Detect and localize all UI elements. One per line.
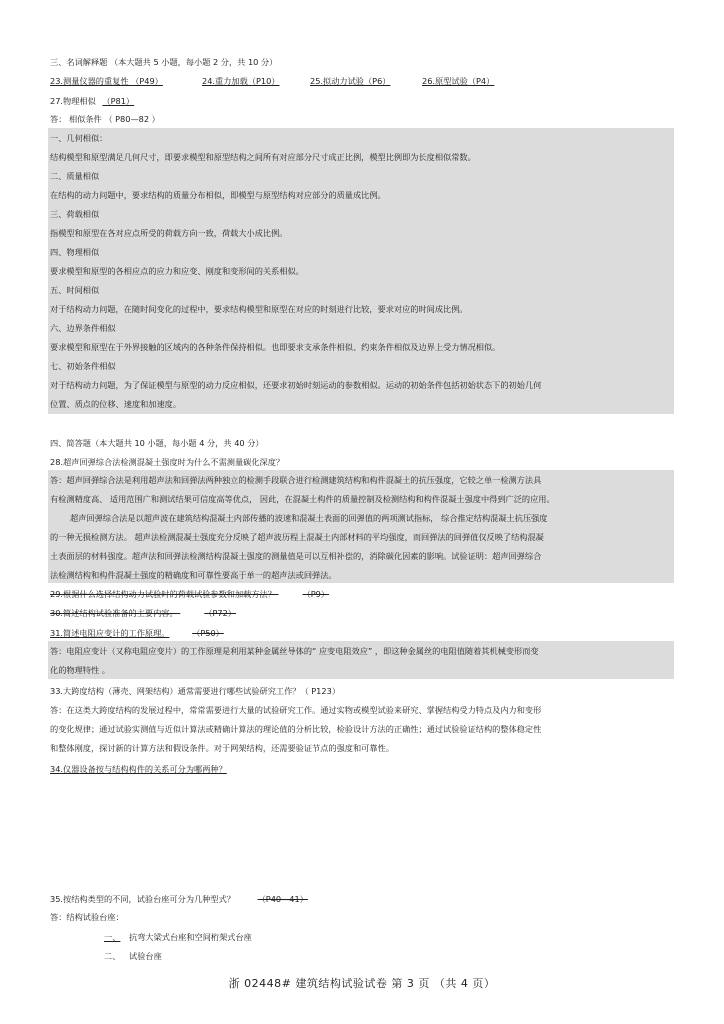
- question-33: 33.大跨度结构（薄壳、网架结构）通常需要进行哪些试验研究工作？（ P123）: [50, 686, 341, 696]
- answer-28-line-3: 超声回弹综合法是以超声波在建筑结构混凝土内部传播的波速和混凝土表面的回弹值的两项测试指标， 综合推定结构混凝土抗压强度: [70, 513, 548, 523]
- answer-27-lead: 答： 相似条件 （ P80—82 ）: [50, 114, 160, 124]
- answer-35-item-2-text: 试验台座: [129, 951, 162, 961]
- answer-33-line-3: 和整体刚度，探讨新的计算方法和假设条件。对于网架结构，还需要验证节点的强度和可靠性。: [50, 743, 394, 753]
- point-1-title: 一、几何相似：: [50, 133, 108, 143]
- point-6-text: 要求模型和原型在于外界接触的区域内的各种条件保持相似。也即要求支承条件相似、约束条件相似及边界上受力情况相似。: [50, 342, 501, 352]
- answer-35-item-1: [104, 931, 252, 943]
- question-29-ref: （P9）: [302, 589, 330, 599]
- point-7-title: 七、初始条件相似: [50, 361, 116, 371]
- question-31-ref: （P50）: [192, 628, 224, 638]
- point-4-text: 要求模型和原型的各相应点的应力和应变、刚度和变形间的关系相似。: [50, 266, 304, 276]
- point-4-title: 四、物理相似: [50, 247, 100, 257]
- answer-28-line-1: 答：超声回弹综合法是利用超声法和回弹法两种独立的检测手段联合进行检测建筑结构和构件混凝土的抗压强度，它较之单一检测方法具: [50, 475, 542, 485]
- answer-28-line-6: 法检测结构和构件混凝土强度的精确度和可靠性要高于单一的超声法或回弹法。: [50, 570, 337, 580]
- point-6-title: 六、边界条件相似: [50, 323, 116, 333]
- answer-35-item-1-num: 一、: [104, 932, 121, 942]
- point-1-text: 结构模型和原型满足几何尺寸，即要求模型和原型结构之间所有对应部分尺寸成正比例，模型比例即为长度相似常数。: [50, 152, 476, 162]
- point-2-text: 在结构的动力问题中，要求结构的质量分布相似，即模型与原型结构对应部分的质量成比例。: [50, 190, 386, 200]
- page-footer: 浙 02448# 建筑结构试验试卷 第 3 页 （共 4 页）: [228, 977, 496, 990]
- question-30-text: 30.简述结构试验准备的主要内容。: [50, 608, 178, 618]
- question-31: [50, 627, 224, 639]
- section4-heading: 四、简答题（本大题共 10 小题，每小题 4 分，共 40 分）: [50, 438, 264, 448]
- answer-35-item-2-num: 二、: [104, 951, 121, 961]
- answer-28-line-4: 的一种无损检测方法。 超声法检测混凝土强度充分反映了超声波历程上混凝土内部材料的平均强度，而回弹法的回弹值仅反映了结构混凝: [50, 532, 544, 542]
- answer-31-line-2: 化的物理特性 。: [50, 665, 110, 675]
- question-35: [50, 893, 308, 905]
- question-24: 24.重力加载（P10）: [202, 76, 280, 86]
- question-29-text: 29.根据什么选择结构动力试验时的荷载试验参数和加载方法？: [50, 589, 276, 599]
- question-31-text: 31.简述电阻应变计的工作原理。: [50, 628, 170, 638]
- point-5-text: 对于结构动力问题，在随时间变化的过程中，要求结构模型和原型在对应的时刻进行比较，要求对应的时间成比例。: [50, 304, 468, 314]
- section3-heading: 三、名词解释题 （本大题共 5 小题，每小题 2 分，共 10 分）: [50, 57, 278, 67]
- answer-35-lead: 答：结构试验台座：: [50, 912, 124, 922]
- point-3-title: 三、荷载相似: [50, 209, 100, 219]
- answer-28-line-2: 有检测精度高、 适用范围广和测试结果可信度高等优点， 因此，在混凝土构件的质量控制及检测结构和构件混凝土强度中得到广泛的应用。: [50, 494, 555, 504]
- question-29: [50, 588, 329, 600]
- answer-35-item-2: [104, 950, 162, 962]
- point-2-title: 二、质量相似: [50, 171, 100, 181]
- question-27: [50, 95, 134, 107]
- question-25: 25.拟动力试验（P6）: [310, 76, 391, 86]
- point-7-text: 对于结构动力问题，为了保证模型与原型的动力反应相似，还要求初始时刻运动的参数相似。运动的初始条件包括初始状态下的初始几何: [50, 380, 542, 390]
- answer-31-line-1: 答：电阻应变计（又称电阻应变片）的工作原理是利用某种金属丝导体的“ 应变电阻效应” ，即这种金属丝的电阻值随着其机械变形而变: [50, 646, 539, 656]
- question-34: 34.仪器设备按与结构构件的关系可分为哪两种？: [50, 764, 227, 774]
- question-23: 23.测量仪器的重复性 （P49）: [50, 76, 163, 86]
- answer-33-line-1: 答：在这类大跨度结构的发展过程中，常常需要进行大量的试验研究工作。通过实物或模型试验来研究、掌握结构受力特点及内力和变形: [50, 705, 542, 715]
- point-5-title: 五、时间相似: [50, 285, 100, 295]
- answer-35-item-1-text: 抗弯大梁式台座和空间桁架式台座: [129, 932, 252, 942]
- point-7-text-cont: 位置、质点的位移、速度和加速度。: [50, 399, 182, 409]
- answer-28-line-5: 土表面层的材料强度。超声法和回弹法检测结构混凝土强度的测量值是可以互相补偿的，消除碳化因素的影响。试验证明：超声回弹综合: [50, 551, 542, 561]
- question-35-text: 35.按结构类型的不同，试验台座可分为几种型式？: [50, 894, 235, 904]
- answer-33-line-2: 的变化规律；通过试验实测值与近似计算法或精确计算法的理论值的分析比较，检验设计方法的正确性；通过试验验证结构的整体稳定性: [50, 724, 542, 734]
- point-3-text: 指模型和原型在各对应点所受的荷载方向一致，荷载大小成比例。: [50, 228, 288, 238]
- answer-28-block: [48, 470, 674, 583]
- question-27-text: 27.物理相似: [50, 96, 96, 106]
- question-28: 28.超声回弹综合法检测混凝土强度时为什么不需测量碳化深度？: [50, 457, 285, 467]
- question-26: 26.原型试验（P4）: [422, 76, 495, 86]
- question-27-ref: （P81）: [102, 96, 135, 106]
- question-30: [50, 607, 236, 619]
- question-30-ref: （P72）: [204, 608, 236, 618]
- question-35-ref: （P40—41）: [257, 894, 308, 904]
